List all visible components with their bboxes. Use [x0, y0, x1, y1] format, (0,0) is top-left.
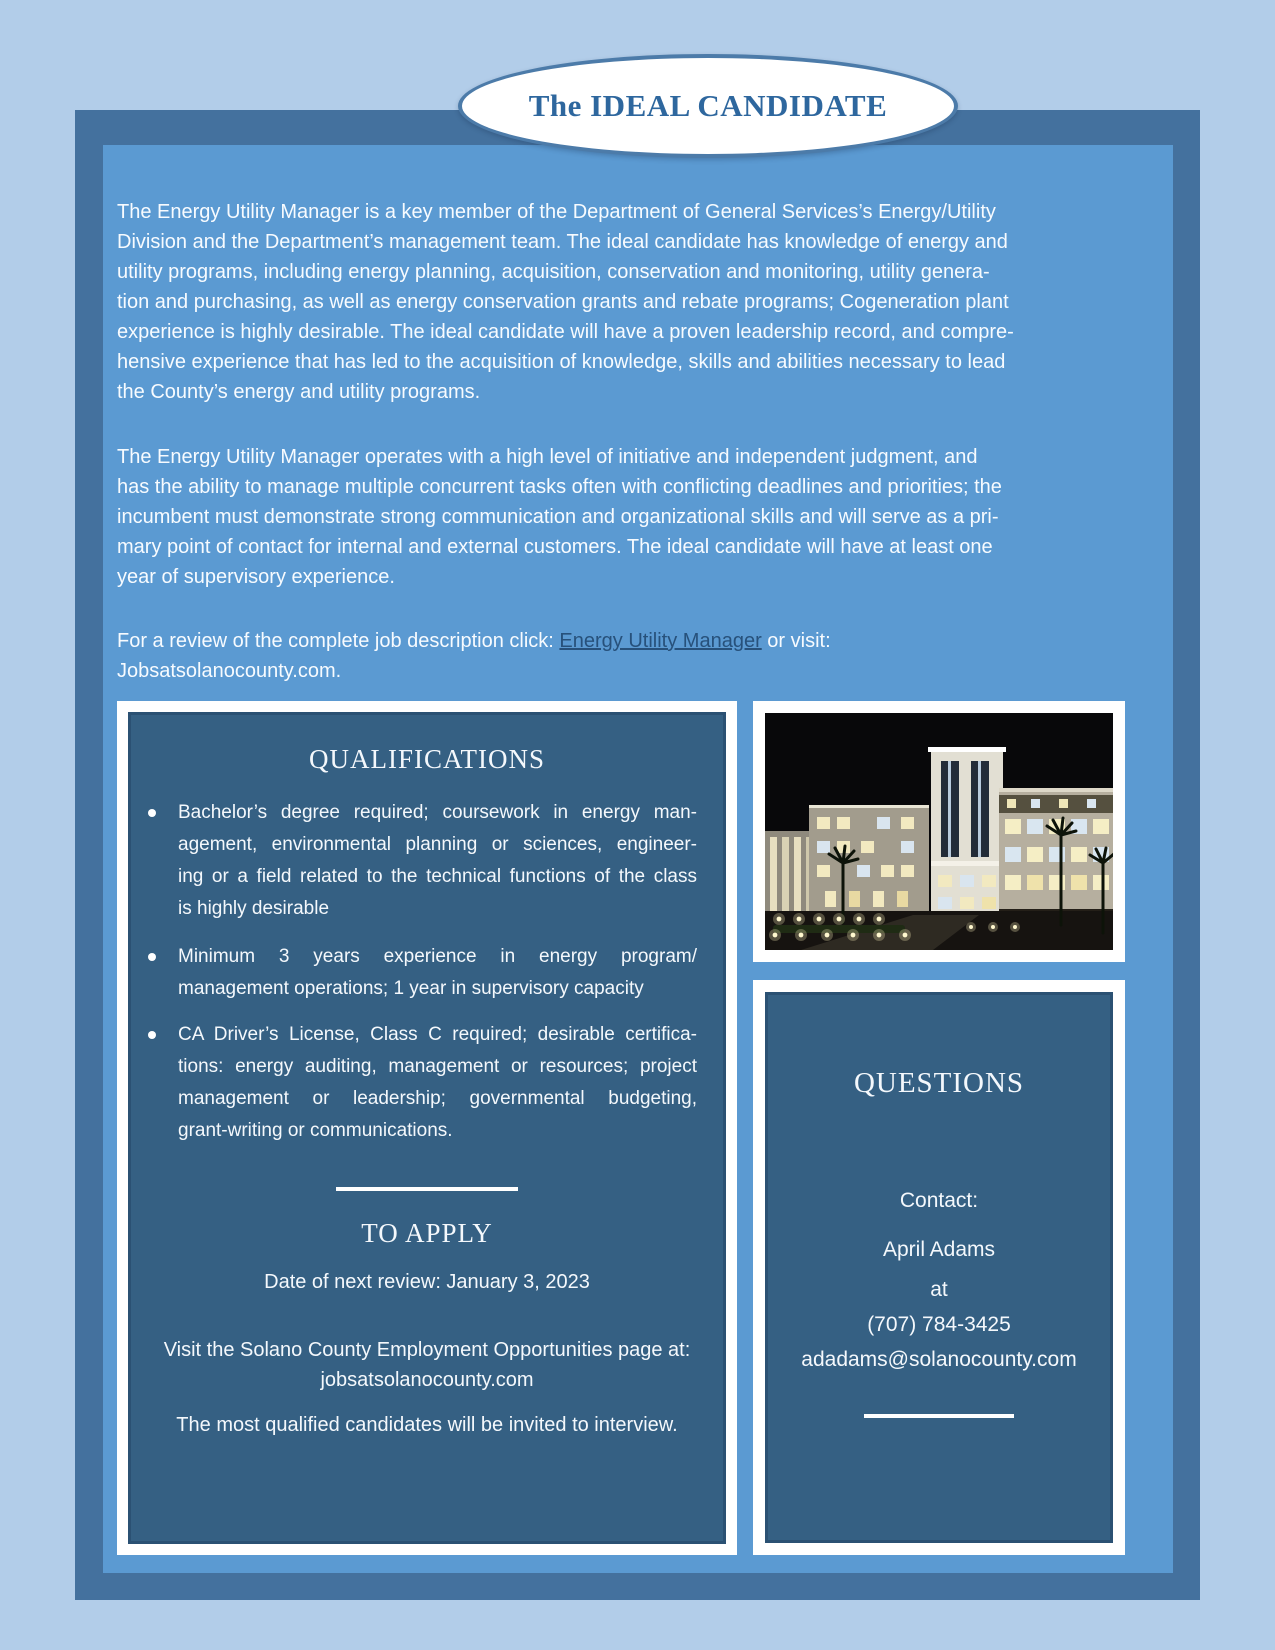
bullet-text [178, 1019, 697, 1147]
list-item [142, 941, 697, 1005]
visit-page-text: Visit the Solano County Employment Opportunities page at: [163, 1339, 691, 1361]
bullet-icon [148, 1031, 156, 1039]
text-line: the County’s energy and utility programs. [117, 381, 481, 403]
text-line: utility programs, including energy planning, acquisition, conservation and monitoring, utility genera- [117, 261, 990, 283]
section-divider [864, 1414, 1014, 1418]
text-line: incumbent must demonstrate strong communication and organizational skills and will serve as a pri- [117, 506, 999, 528]
intro-text [117, 197, 1117, 686]
website-text: Jobsatsolanocounty.com. [117, 660, 342, 682]
text-line: management or leadership; governmental budgeting, [178, 1088, 697, 1109]
intro-paragraph-1 [117, 197, 1117, 407]
intro-paragraph-3 [117, 626, 1117, 686]
list-item [142, 1019, 697, 1147]
section-divider [336, 1187, 518, 1191]
building-photo [765, 713, 1113, 950]
text-line: management operations; 1 year in supervisory capacity [178, 978, 644, 999]
questions-box [753, 980, 1125, 1555]
link-suffix-text: or visit: [761, 630, 831, 652]
text-line: CA Driver’s License, Class C required; desirable certifica- [178, 1024, 697, 1045]
bullet-icon [148, 809, 156, 817]
contact-label: Contact: [899, 1189, 979, 1212]
text-line: year of supervisory experience. [117, 566, 395, 588]
bullet-text [178, 797, 697, 925]
text-line: ing or a field related to the technical functions of the class [178, 866, 697, 887]
qualifications-apply-box [117, 701, 737, 1555]
interview-note-text: The most qualified candidates will be invited to interview. [176, 1414, 678, 1436]
building-photo-frame [753, 701, 1125, 962]
bullet-icon [148, 953, 156, 961]
qualifications-apply-inner [128, 712, 726, 1544]
bullet-text [178, 941, 697, 1005]
text-line: The Energy Utility Manager operates with a high level of initiative and independent judgment, and [117, 446, 978, 468]
qualifications-heading: QUALIFICATIONS [309, 744, 545, 774]
contact-email: adadams@solanocounty.com [801, 1348, 1077, 1371]
to-apply-heading: TO APPLY [361, 1218, 493, 1248]
contact-at-text: at [930, 1278, 948, 1301]
text-line: Bachelor’s degree required; coursework in energy man- [178, 802, 697, 823]
link-prefix-text: For a review of the complete job description click: [117, 630, 560, 652]
contact-phone: (707) 784-3425 [867, 1313, 1011, 1336]
text-line: is highly desirable [178, 898, 330, 919]
text-line: tions: energy auditing, management or resources; project [178, 1056, 697, 1077]
jobs-website-text: jobsatsolanocounty.com [320, 1369, 534, 1391]
text-line: Minimum 3 years experience in energy program/ [178, 946, 697, 967]
review-date-text: Date of next review: January 3, 2023 [264, 1271, 590, 1293]
text-line: Division and the Department’s management team. The ideal candidate has knowledge of energy and [117, 231, 1008, 253]
text-line: The Energy Utility Manager is a key member of the Department of General Services’s Energy/Utility [117, 201, 996, 223]
text-line: agement, environmental planning or sciences, engineer- [178, 834, 697, 855]
intro-paragraph-2 [117, 442, 1117, 592]
text-line: hensive experience that has led to the acquisition of knowledge, skills and abilities necessary to lead [117, 351, 1006, 373]
text-line: grant-writing or communications. [178, 1120, 453, 1141]
text-line: mary point of contact for internal and external customers. The ideal candidate will have at least one [117, 536, 993, 558]
job-description-link[interactable]: Energy Utility Manager [559, 630, 762, 652]
title-banner [458, 54, 958, 158]
questions-heading: QUESTIONS [853, 1067, 1025, 1099]
text-line [117, 626, 1117, 656]
text-line: experience is highly desirable. The ideal candidate will have a proven leadership record, and compre- [117, 321, 1014, 343]
questions-inner [765, 992, 1113, 1543]
text-line: has the ability to manage multiple concurrent tasks often with conflicting deadlines and priorities; the [117, 476, 1002, 498]
text-line: tion and purchasing, as well as energy conservation grants and rebate programs; Cogeneration plant [117, 291, 1009, 313]
page-title: The IDEAL CANDIDATE [528, 88, 888, 123]
qualifications-list [131, 797, 723, 1147]
contact-name: April Adams [882, 1238, 996, 1261]
list-item [142, 797, 697, 925]
